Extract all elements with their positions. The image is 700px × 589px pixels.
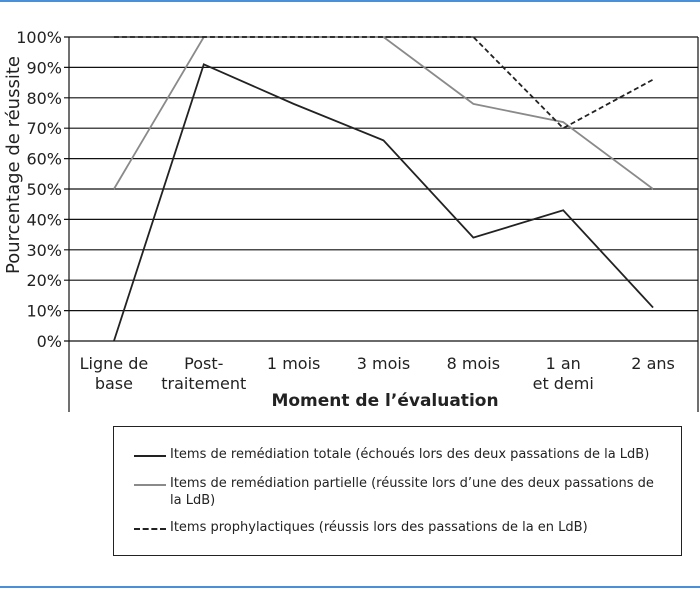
y-tick-label: 0%	[36, 332, 62, 351]
legend-label-total: Items de remédiation totale (échoués lors des deux passations de la LdB)	[170, 447, 650, 462]
series-total-remediation	[114, 64, 653, 341]
y-axis-label: Pourcentage de réussite	[3, 56, 24, 274]
x-category-label: 2 ans	[631, 354, 675, 373]
y-tick-label: 30%	[26, 240, 62, 260]
y-tick-label: 60%	[26, 149, 62, 169]
x-category-label: 3 mois	[356, 354, 411, 373]
x-category-label: 1 mois	[266, 354, 321, 373]
x-category-label: Post-traitement	[161, 354, 247, 393]
y-tick-label: 40%	[26, 210, 62, 230]
y-tick-label: 10%	[26, 301, 62, 321]
legend-label-partial: Items de remédiation partielle (réussite lors d’une des deux passations de la LdB)	[170, 476, 654, 508]
y-tick-label: 100%	[16, 28, 62, 47]
x-category-label: 1 an et demi	[532, 354, 594, 393]
legend-swatch-prophylactic	[134, 528, 166, 530]
legend-label-prophylactic: Items prophylactiques (réussis lors des passations de la en LdB)	[170, 520, 588, 535]
legend-swatch-total	[134, 455, 166, 457]
legend-swatch-partial	[134, 484, 166, 486]
y-tick-label: 70%	[26, 119, 62, 139]
series-partial-remediation	[114, 37, 653, 189]
y-tick-label: 20%	[26, 271, 62, 291]
y-tick-label: 80%	[26, 88, 62, 108]
x-axis-label: Moment de l’évaluation	[271, 391, 499, 411]
y-tick-label: 90%	[26, 58, 62, 78]
y-tick-label: 50%	[26, 180, 62, 199]
bottom-rule	[0, 586, 700, 588]
legend	[113, 426, 682, 556]
x-category-label: 8 mois	[446, 354, 501, 373]
x-category-label: Ligne de base	[79, 354, 149, 393]
x-category-labels	[80, 354, 675, 393]
